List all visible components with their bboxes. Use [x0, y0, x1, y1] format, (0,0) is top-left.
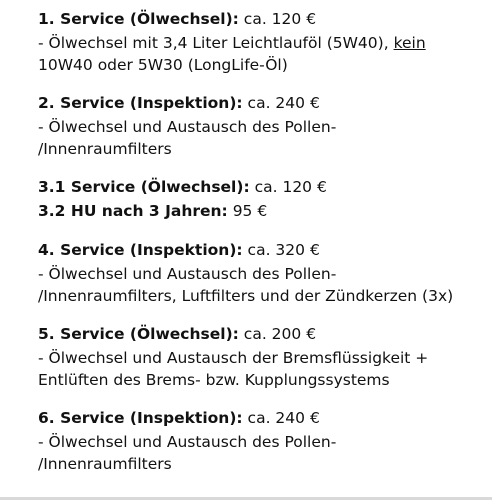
service-4-desc-line1: - Ölwechsel und Austausch des Pollen-: [38, 265, 337, 283]
service-6-price: ca. 240 €: [242, 409, 320, 427]
service-2-price: ca. 240 €: [242, 94, 320, 112]
kein-link[interactable]: kein: [393, 34, 426, 52]
service-6-desc-line2: /Innenraumfilters: [38, 455, 172, 473]
service-3-2-title: 3.2 HU nach 3 Jahren:: [38, 202, 228, 220]
service-2-heading: [38, 93, 320, 114]
service-5-desc-line2: Entlüften des Brems- bzw. Kupplungssystems: [38, 371, 390, 389]
service-6-desc-line1: - Ölwechsel und Austausch des Pollen-: [38, 433, 337, 451]
service-4-price: ca. 320 €: [242, 241, 320, 259]
service-5-desc-line1: - Ölwechsel und Austausch der Bremsflüssigkeit +: [38, 349, 429, 367]
service-5-heading: [38, 324, 316, 345]
service-1-title: 1. Service (Ölwechsel):: [38, 10, 239, 28]
service-3-1-heading: [38, 177, 327, 198]
service-5-price: ca. 200 €: [238, 325, 317, 343]
service-2-desc-line1: - Ölwechsel und Austausch des Pollen-: [38, 118, 337, 136]
service-2-title: 2. Service (Inspektion):: [38, 94, 243, 112]
service-6-heading: [38, 408, 320, 429]
service-4-heading: [38, 240, 320, 261]
service-list: [38, 0, 492, 500]
service-6-title: 6. Service (Inspektion):: [38, 409, 243, 427]
service-3-1-title: 3.1 Service (Ölwechsel):: [38, 178, 250, 196]
service-1-desc-line2: 10W40 oder 5W30 (LongLife-Öl): [38, 56, 288, 74]
service-3-2-price: 95 €: [227, 202, 268, 220]
service-3-1-price: ca. 120 €: [249, 178, 327, 196]
service-1-desc-text: - Ölwechsel mit 3,4 Liter Leichtlauföl (5W40),: [38, 34, 394, 52]
service-4-title: 4. Service (Inspektion):: [38, 241, 243, 259]
service-3-2-heading: [38, 201, 267, 222]
service-1-desc-line1: [38, 33, 426, 54]
service-2-desc-line2: /Innenraumfilters: [38, 140, 172, 158]
service-4-desc-line2: /Innenraumfilters, Luftfilters und der Zündkerzen (3x): [38, 287, 454, 305]
service-1-heading: [38, 9, 316, 30]
service-1-price: ca. 120 €: [238, 10, 317, 28]
service-5-title: 5. Service (Ölwechsel):: [38, 325, 239, 343]
